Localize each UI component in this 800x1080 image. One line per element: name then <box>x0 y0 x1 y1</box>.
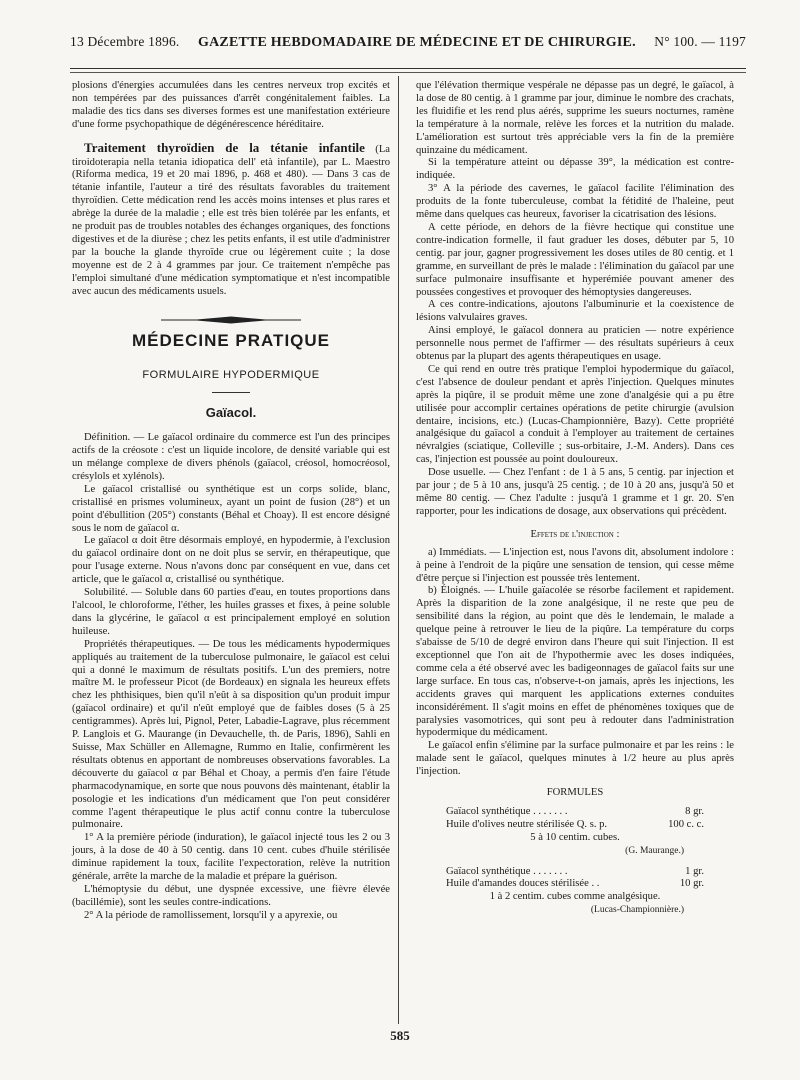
page-number: 585 <box>390 1028 410 1043</box>
paragraph: Le gaïacol enfin s'élimine par la surface pulmonaire et par les reins : le malade sent le gaïacol, quelques minutes à 1/2 heure au plus après l'injection. <box>416 740 734 778</box>
paragraph: Le gaïacol cristallisé ou synthétique est un corps solide, blanc, cristallisé en prismes volumineux, ayant un point de fusion (28°) et un point d'ébullition (205°) constants (Béhal et Choay). Il est encore désigné sous le nom de gaïacol α. <box>72 483 390 534</box>
formula-dose: 1 à 2 centim. cubes comme analgésique. <box>489 891 661 903</box>
tetanie-paragraph <box>72 139 390 299</box>
paragraph: A ces contre-indications, ajoutons l'albuminurie et la coexistence de lésions valvulaires graves. <box>416 299 734 324</box>
paragraph: Dose usuelle. — Chez l'enfant : de 1 à 5 ans, 5 centig. par injection et par jour ; de 5 à 10 ans, jusqu'à 25 centig. ; de 10 à 20 ans, jusqu'à 50 et même 80 centig. — Chez l'adulte : jusqu'à 1 gramme et 1 gr. 20. S'en rapporter, pour les indications de dosage, aux observations qui précèdent. <box>416 467 734 517</box>
section-title: MÉDECINE PRATIQUE <box>131 330 331 350</box>
header-rule <box>70 68 746 69</box>
short-rule <box>212 392 250 393</box>
tetanie-title: Traitement thyroïdien de la tétanie infantile <box>84 139 365 155</box>
paragraph: Ainsi employé, le gaïacol donnera au praticien — notre expérience personnelle nous permet de l'affirmer — des résultats supérieurs à ceux obtenus par la plupart des agents thérapeutiques en usage. <box>416 325 734 363</box>
ornament-divider <box>161 315 301 325</box>
paragraph: Solubilité. — Soluble dans 60 parties d'eau, en toutes proportions dans l'alcool, le chloroforme, l'éther, les huiles grasses et fixes, à peine soluble dans la glycérine, le gaïacol α est principalement employé en solution huileuse. <box>72 587 390 637</box>
paragraph: que l'élévation thermique vespérale ne dépasse pas un degré, le gaïacol, à la dose de 80 centig. à 1 gramme par jour, diminue le nombre des crachats, les fluidifie et les rend plus aérés, supprime les sueurs nocturnes, ramène la température à la normale, relève les forces et la nutrition du malade. L'amélioration est surtout très appréciable vers la fin de la première quinzaine du médicament. <box>416 80 734 156</box>
tetanie-body: (La tiroidoterapia nella tetania idiopatica dell' età infantile), par L. Maestro (Riforma medica, 19 et 20 mai 1896, p. 468 et 480). — Dans 3 cas de tétanie infantile, l'auteur a tiré des résultats favorables du traitement thyroïdien. Cette médication rend les accès moins intenses et plus rares et abrège la durée de la maladie ; elle est très bien tolérée par les enfants, et ne produit pas de troubles notables des échanges organiques, des fonctions digestives et de la diurèse ; chez les petits enfants, il est utile d'administrer par la bouche la glande thyroïde crue ou légèrement cuite ; la dose moyenne est de 2 à 4 grammes par jour. Ce traitement n'empêche pas l'emploi simultané d'une médication symptomatique et n'est incompatible avec aucun des médicaments usuels. <box>72 143 390 297</box>
formules-block <box>416 787 734 917</box>
formules-title: FORMULES <box>546 787 604 799</box>
paragraph: 3° A la période des cavernes, le gaïacol facilite l'élimination des produits de la fonte tuberculeuse, combat la fétidité de l'haleine, peut même dans quelques cas heureux, favoriser la cicatrisation des lésions. <box>416 183 734 221</box>
subsection-title: FORMULAIRE HYPODERMIQUE <box>142 369 320 382</box>
paragraph: A cette période, en dehors de la fièvre hectique qui constitue une contre-indication formelle, il faut graduer les doses, débuter par 5, 10 centig. par jour, gagner progressivement les doses utiles de 80 centig. et 1 gramme, en surveillant de près le malade : l'élimination du gaïacol par une surface pulmonaire insuffisante et hyperémiée pouvant amener des poussées congestives et provoquer des hémoptysies dangereuses. <box>416 221 734 298</box>
journal-title: GAZETTE HEBDOMADAIRE DE MÉDECINE ET DE CHIRURGIE. <box>198 35 636 50</box>
effets-title: Effets de l'injection : <box>530 528 620 540</box>
header-rule-2 <box>70 72 746 73</box>
formula-row: Gaïacol synthétique . . . . . . . 8 gr. <box>446 805 704 817</box>
paragraph: Propriétés thérapeutiques. — De tous les médicaments hypodermiques appliqués au traitement de la tuberculose pulmonaire, le gaïacol est celui qui a donné le maximum de résultats positifs. L'un des premiers, notre maître M. le professeur Picot (de Bordeaux) en signala les heureux effets chez les phthisiques, bien qu'il n'eût à sa disposition qu'un produit impur (gaïacol ordinaire) et qu'il n'eût employé que de faibles doses (5 à 25 centigrammes). Après lui, Pignol, Peter, Labadie-Lagrave, plus récemment P. Langlois et G. Maurange (in Devauchelle, th. de Paris, 1896), Sahli en Suisse, Max Schüller en Allemagne, Rummo en Italie, confirmèrent les résultats obtenus en apportant de nombreuses observations favorables. La découverte du gaïacol α par Béhal et Choay, a permis d'en faire l'étude pharmacodynamique, en sorte que nous pouvons dès maintenant, établir la posologie et les indications d'un médicament que l'on peut considérer comme l'agent thérapeutique le plus actif connu contre la tuberculose pulmonaire. <box>72 638 390 831</box>
paragraph: 1° A la première période (induration), le gaïacol injecté tous les 2 ou 3 jours, à la dose de 40 à 50 centig. dans 10 cent. cubes d'huile stérilisée diminue rapidement la toux, facilite l'expectoration, relève la nutrition générale, arrête la marche de la maladie et prépare la guérison. <box>72 832 390 883</box>
formula-row: Huile d'olives neutre stérilisée Q. s. p. 100 c. c. <box>446 818 704 830</box>
paragraph: a) Immédiats. — L'injection est, nous l'avons dit, absolument indolore : à peine à l'endroit de la piqûre une sensation de tension, qui cesse même d'être perçue si l'injection est poussée très lentement. <box>416 546 734 584</box>
formula-row: Huile d'amandes douces stérilisée . . 10 gr. <box>446 878 704 890</box>
paragraph: 2° A la période de ramollissement, lorsqu'il y a apyrexie, ou <box>84 909 338 921</box>
paragraph: Définition. — Le gaïacol ordinaire du commerce est l'un des principes actifs de la créosote : c'est un liquide incolore, de densité variable qui est un mélange complexe de divers phénols (gaïacol, créosol, homocréosol, crésylols et xylénols). <box>72 432 390 482</box>
paragraph: b) Éloignés. — L'huile gaïacolée se résorbe facilement et rapidement. Après la disparition de la zone analgésique, il ne reste que peu de sensibilité dans la région, au point que dès le lendemain, le malade a quelque peine à retrouver le lieu de la piqûre. La température du corps s'abaisse de 5/10 de degré environ dans l'heure qui suit l'injection. Il est exceptionnel que l'on ait de l'hypothermie avec les doses indiquées, comme cela a été observé avec les badigeonnages de gaïacol faits sur une large surface. En tous cas, n'observe-t-on jamais, après les injections, les accidents graves qui marquent les applications externes conduites inconsidérément. Il s'agit moins en effet de phénomènes toxiques que de paralysies vasomotrices, qui sont peu à redouter dans l'administration hypodermique du médicament. <box>416 585 734 739</box>
right-column <box>416 80 734 917</box>
paragraph: L'hémoptysie du début, une dyspnée excessive, une fièvre élevée (bacillémie), sont les seules contre-indications. <box>72 883 390 908</box>
article-title: Gaïacol. <box>205 405 257 421</box>
formula-dose: 5 à 10 centim. cubes. <box>530 831 620 843</box>
column-divider <box>398 76 399 1024</box>
paragraph: Si la température atteint ou dépasse 39°, la médication est contre-indiquée. <box>416 157 734 182</box>
paragraph: Ce qui rend en outre très pratique l'emploi hypodermique du gaïacol, c'est l'absence de douleur pendant et après l'injection. Quelques minutes après la piqûre, il se produit même une zone d'analgésie qui a pu être utilisée pour accomplir certaines opérations de petite chirurgie (avulsion dentaire, incisions, etc.) (Lucas-Championnière, Bazy). Cette propriété analgésique du gaïacol a conduit à l'employer au traitement de certaines névralgies (sciatique, Colleville ; sus-orbitaire, J.-M. Anders). Dans ces cas, l'injection est poussée au point douloureux. <box>416 363 734 466</box>
left-column <box>72 80 390 923</box>
formula-row: Gaïacol synthétique . . . . . . . 1 gr. <box>446 865 704 877</box>
paragraph: plosions d'énergies accumulées dans les centres nerveux trop excités et non tempérées par des puissances d'arrêt congénitalement faibles. La maladie des tics dans ses diverses formes est une manifestation extérieure d'une forme psychopathique de dégénérescence héréditaire. <box>72 80 390 130</box>
header-date: 13 Décembre 1896. <box>70 34 180 49</box>
issue-number: N° 100. — 1197 <box>654 34 746 49</box>
paragraph: Le gaïacol α doit être désormais employé, en hypodermie, à l'exclusion du gaïacol ordinaire dont on ne doit plus se servir, en thérapeutique, que pour l'usage externe. Nous n'avons donc par conséquent en vue, dans cet article, que le gaïacol α, cristallisé ou synthétique. <box>72 535 390 586</box>
running-header <box>70 34 746 51</box>
formula-citation: (Lucas-Championnière.) <box>590 905 684 916</box>
formula-citation: (G. Maurange.) <box>625 845 684 856</box>
